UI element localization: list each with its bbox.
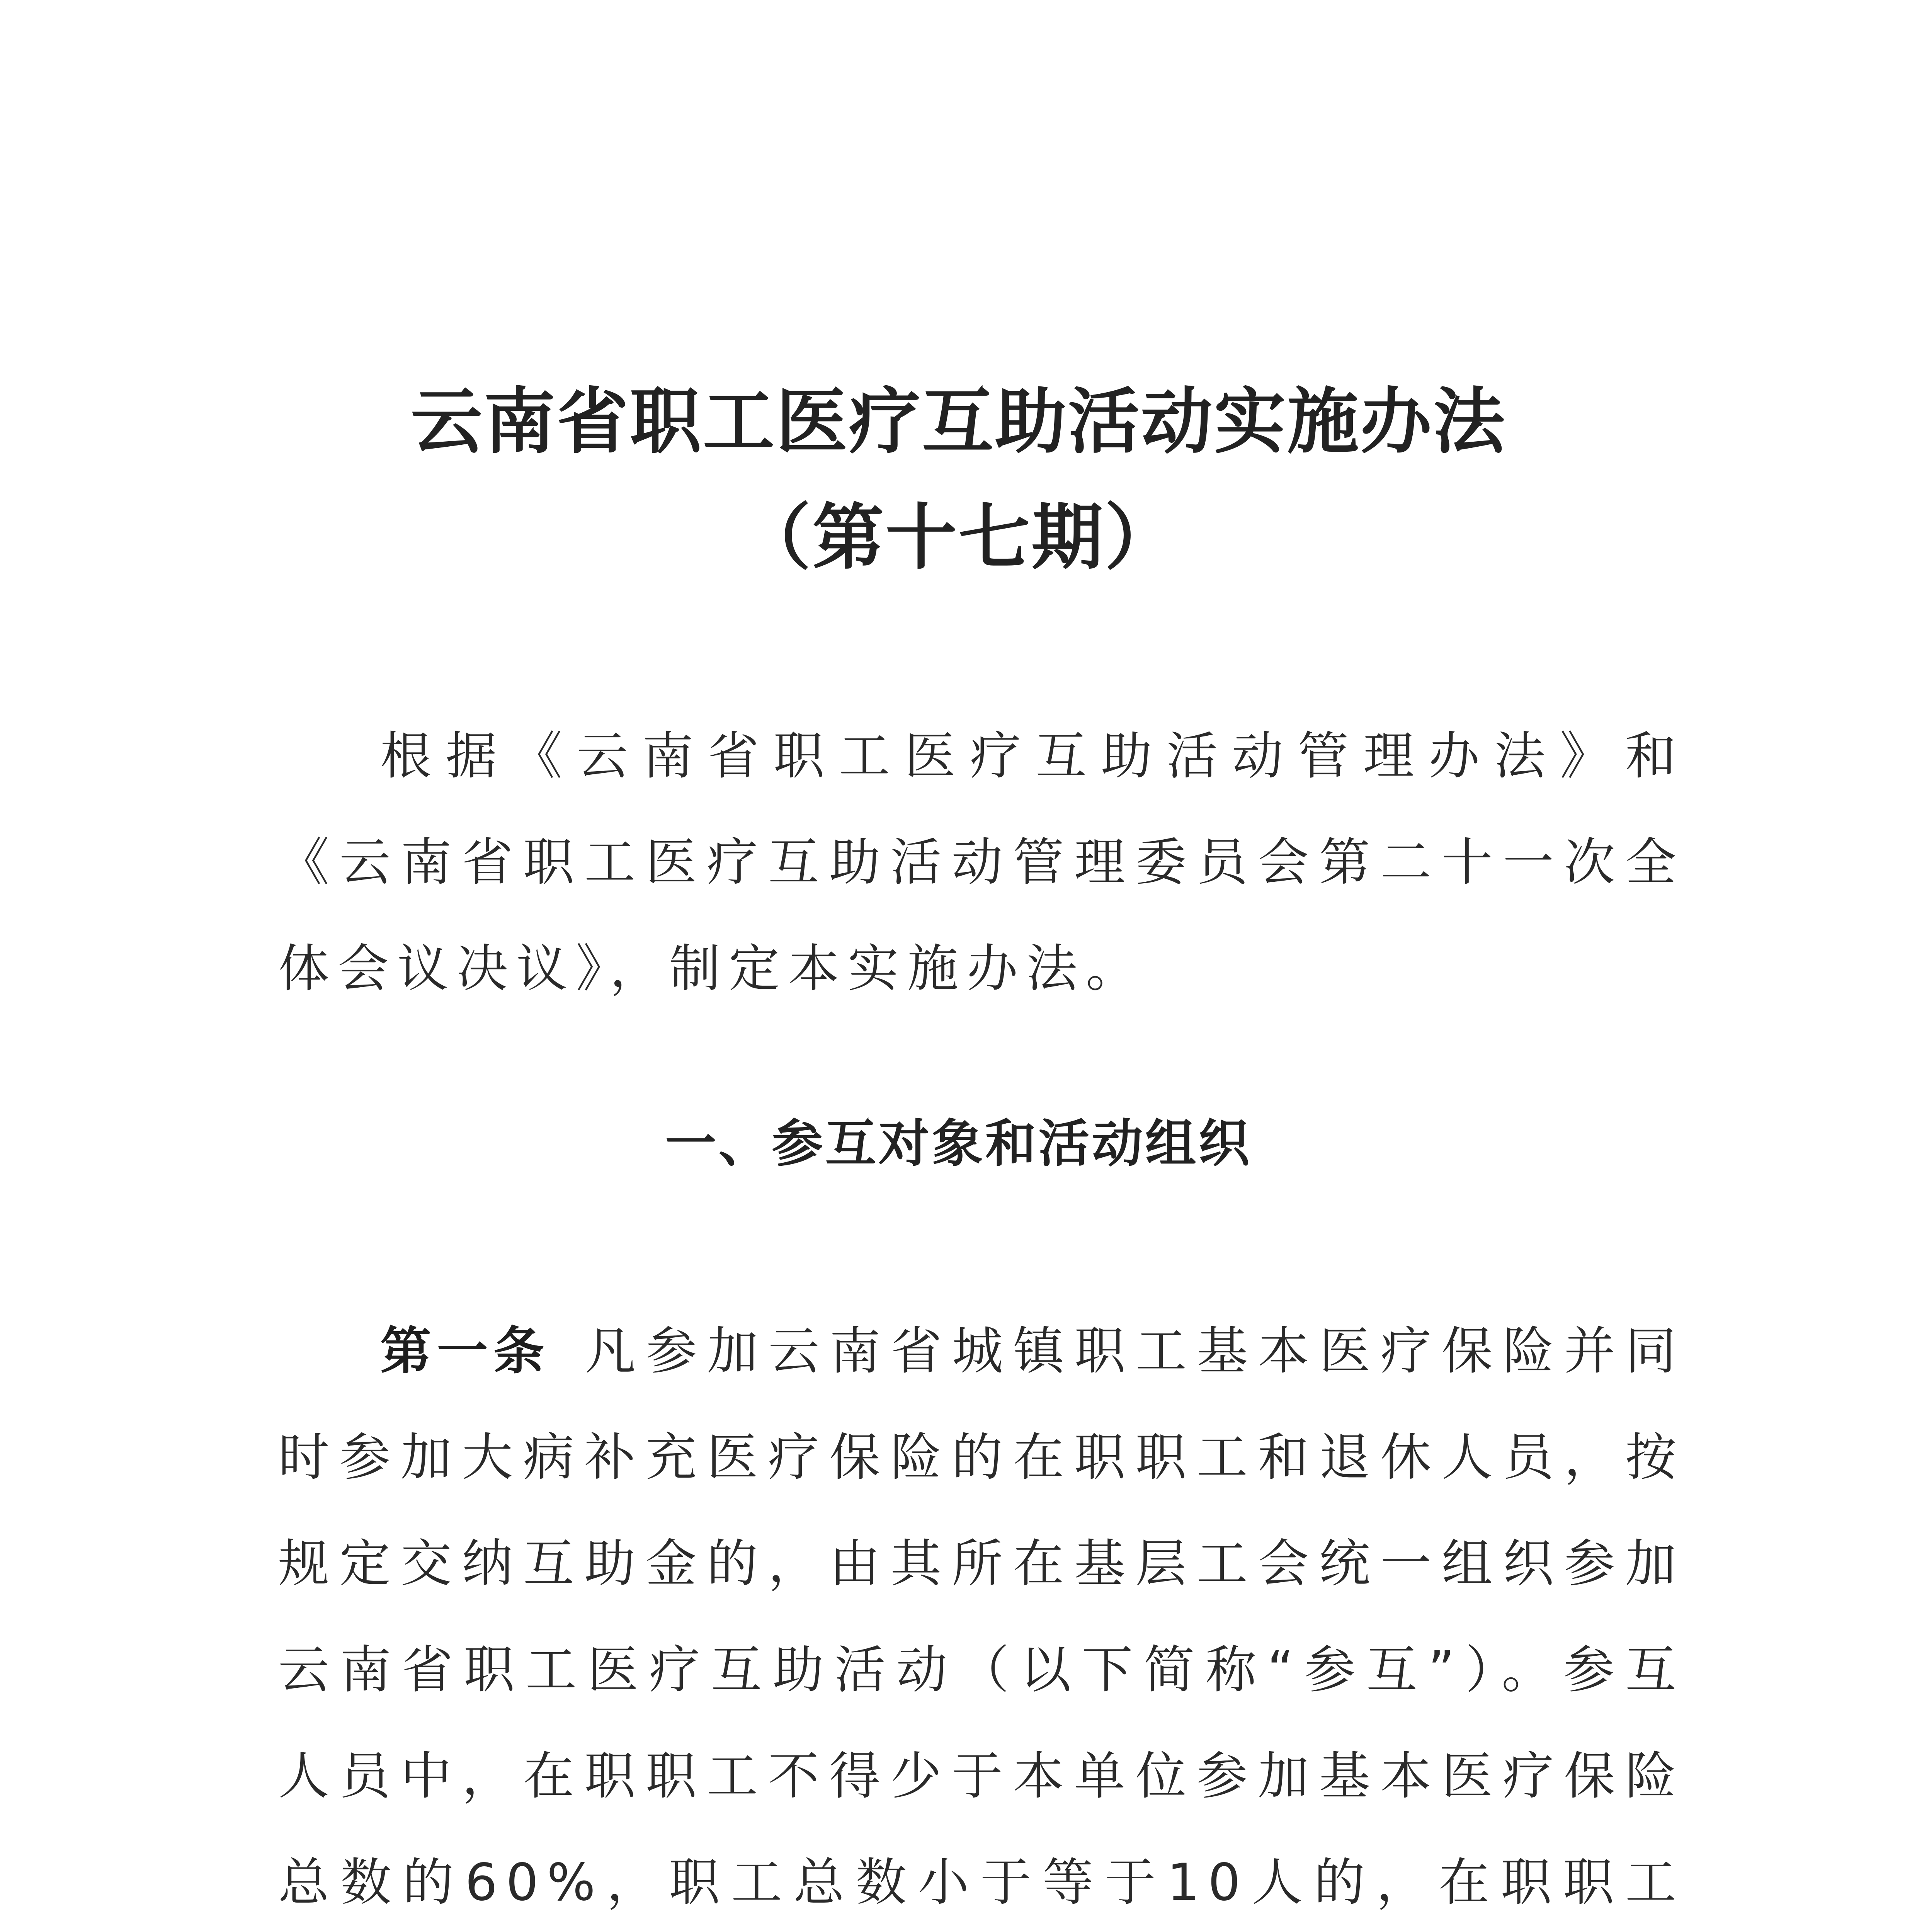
intro-paragraph: 根据《云南省职工医疗互助活动管理办法》和《云南省职工医疗互助活动管理委员会第二十一次全体会议决议》，制定本实施办法。 xyxy=(278,726,1685,998)
article-2 xyxy=(278,1924,1685,1932)
document-subtitle: （第十七期） xyxy=(739,495,1178,579)
section-heading: 一、参互对象和活动组织 xyxy=(665,1114,1252,1173)
document-title: 云南省职工医疗互助活动实施办法 xyxy=(411,379,1506,463)
article-1-text: 凡参加云南省城镇职工基本医疗保险并同时参加大病补充医疗保险的在职职工和退休人员，按规定交纳互助金的，由其所在基层工会统一组织参加云南省职工医疗互助活动（以下简称“参互”）。参互人员中，在职职工不得少于本单位参加基本医疗保险总数的60%，职工总数小于等于10人的，在职职工 xyxy=(278,1321,1685,1912)
article-1-label: 第一条 xyxy=(380,1321,550,1381)
article-1 xyxy=(278,1298,1685,1932)
